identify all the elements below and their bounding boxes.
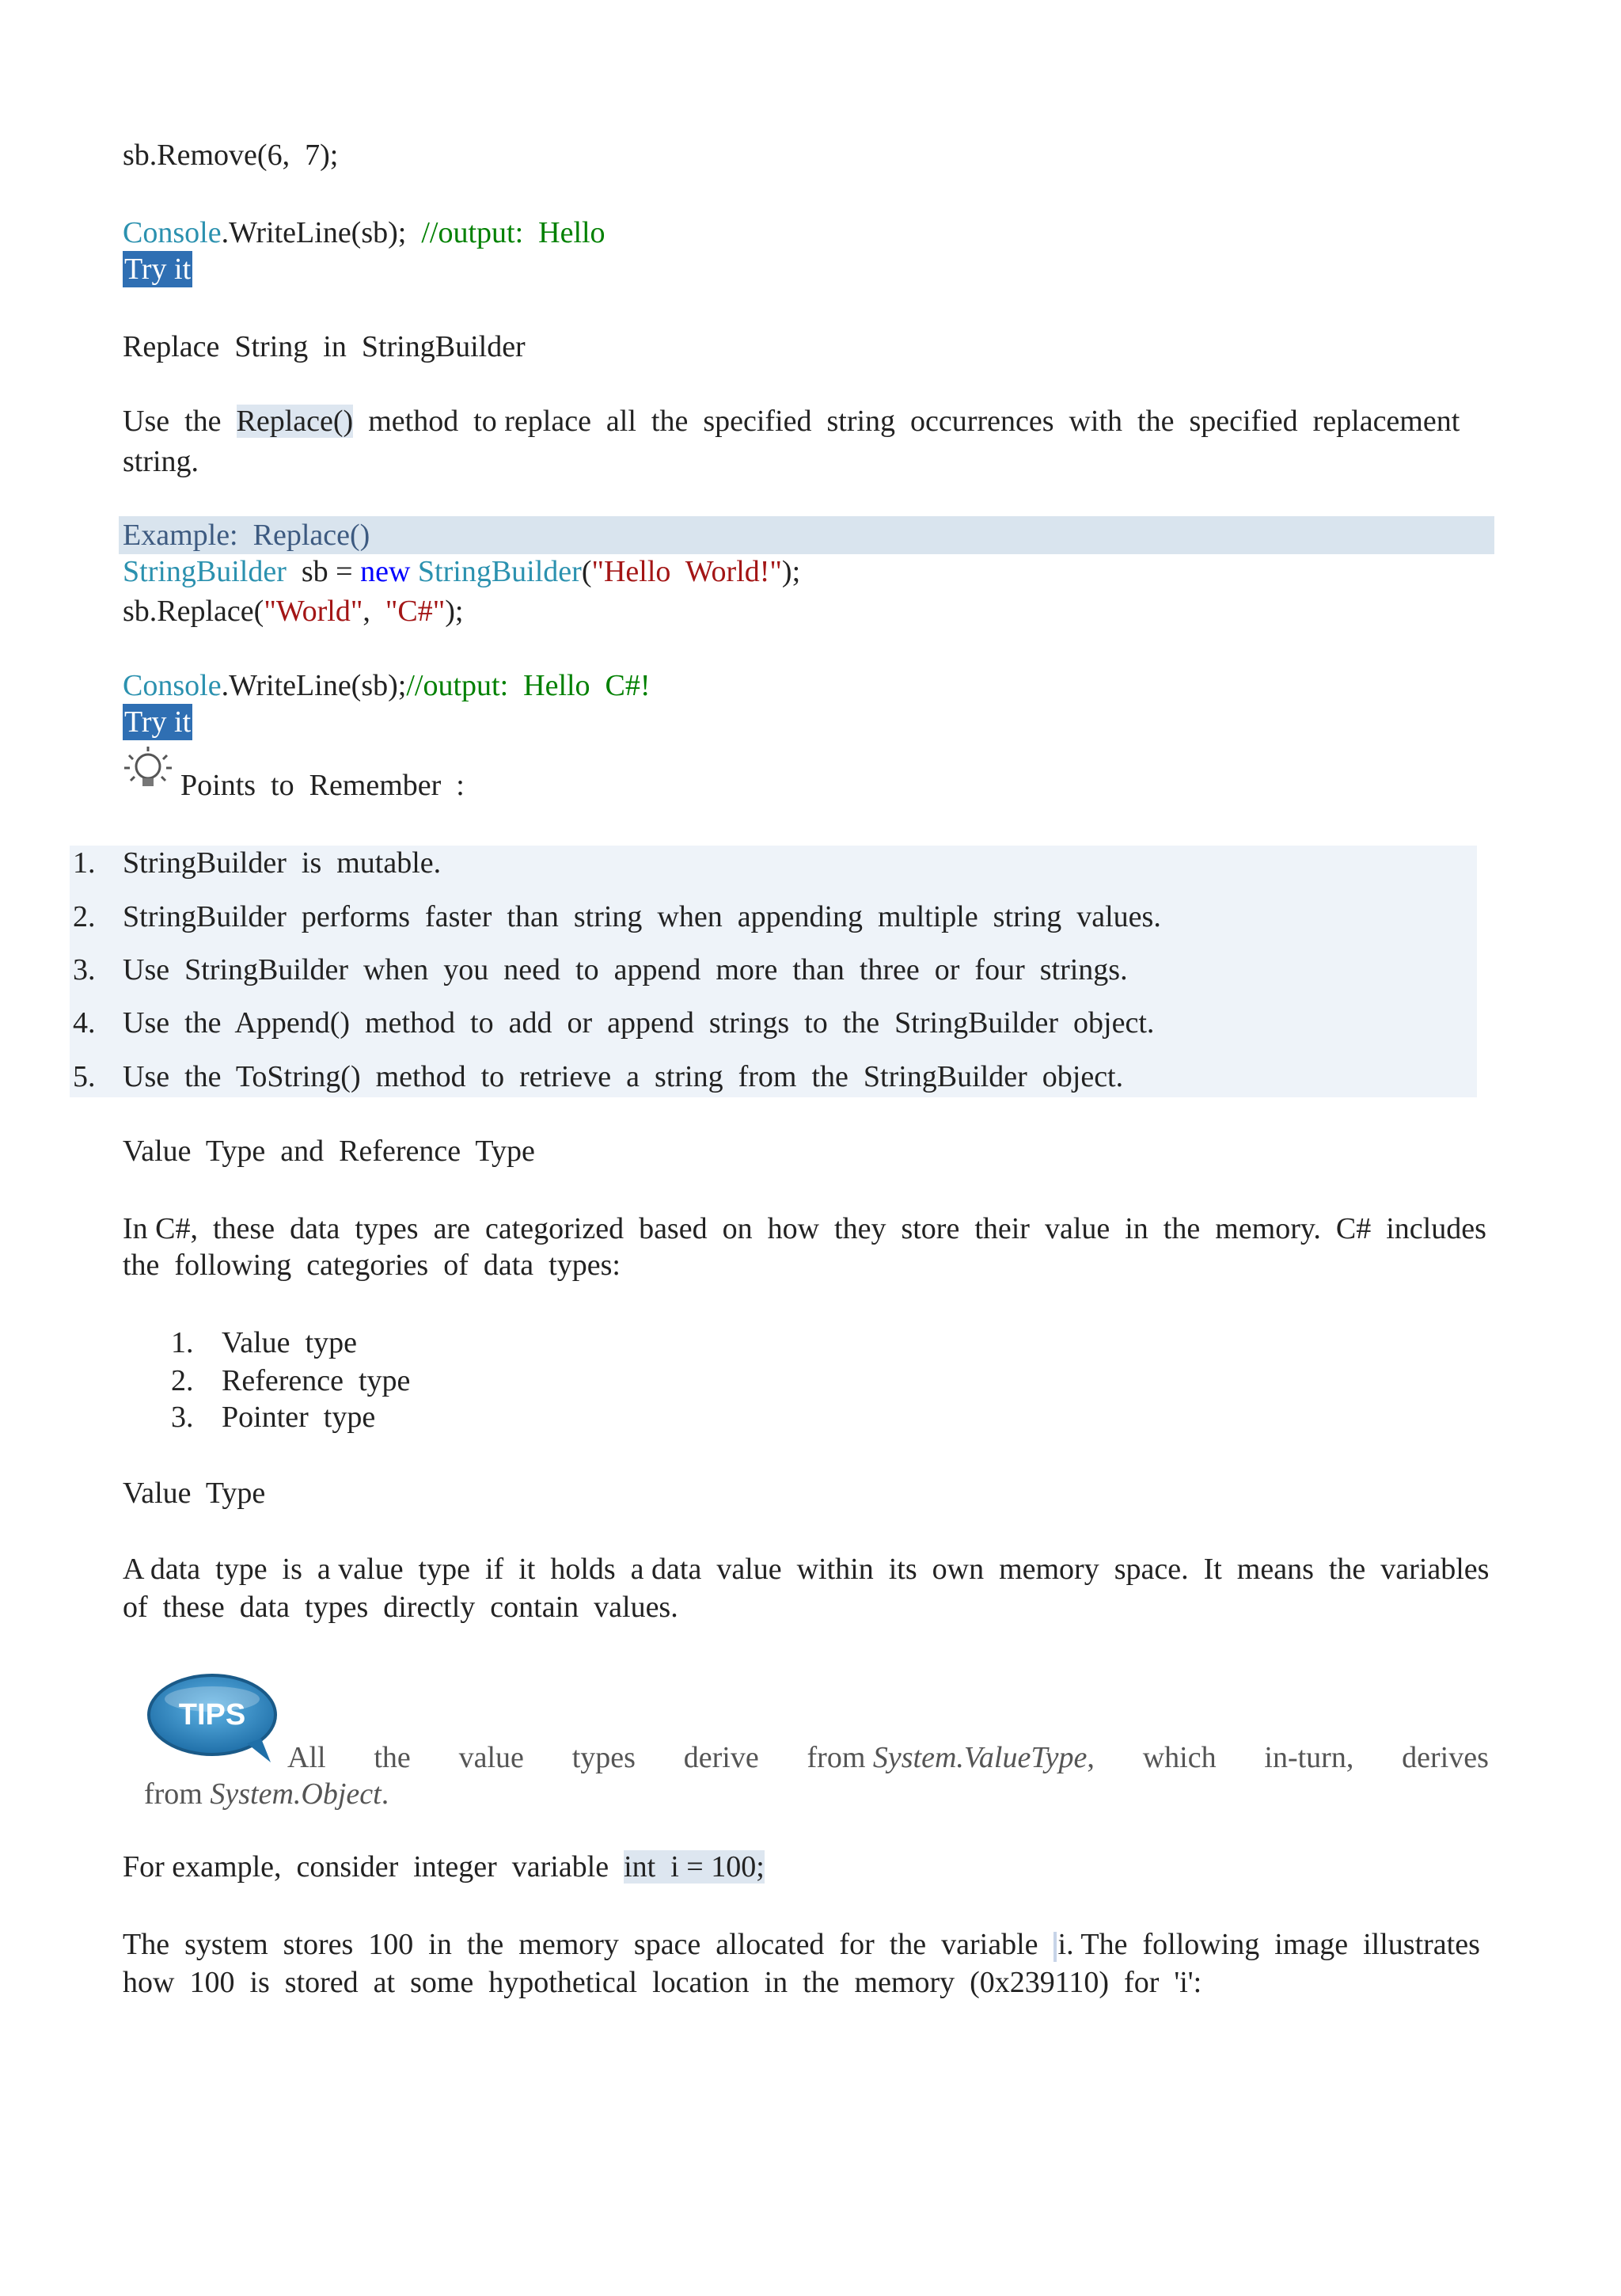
tips-badge-icon [144, 1671, 280, 1766]
tips-badge-text: TIPS [178, 1698, 246, 1732]
string-literal: "Hello World!" [591, 555, 782, 588]
system-valuetype: System.ValueType [872, 1741, 1088, 1774]
text-span: from [807, 1741, 866, 1774]
text-span: sb = [286, 555, 361, 588]
text-span: ( [581, 555, 592, 588]
writeline-call: .WriteLine(sb); [221, 216, 422, 249]
list-text: Reference type [222, 1364, 411, 1397]
console-keyword: Console [123, 669, 222, 702]
code-remove-line: sb.Remove(6, 7); [123, 139, 339, 172]
list-text: Pointer type [222, 1401, 376, 1434]
text-span: , [363, 595, 385, 628]
system-stores-line1 [123, 1925, 1480, 1963]
text-span: derive [683, 1741, 759, 1774]
list-number: 4. [73, 1006, 96, 1040]
text-span: , [1087, 1741, 1095, 1774]
text-span: in-turn, [1264, 1741, 1354, 1774]
value-ref-para-line2: the following categories of data types: [123, 1249, 621, 1282]
text-span: For example, consider integer variable [123, 1850, 624, 1884]
value-type-heading: Value Type [123, 1477, 266, 1510]
text-span: The system stores 100 in the memory space allocated for the variable [123, 1928, 1053, 1961]
output-comment: //output: Hello C#! [406, 669, 651, 702]
output-comment: //output: Hello [421, 216, 606, 249]
text-span: types [571, 1741, 636, 1774]
text-span: .WriteLine(sb); [221, 669, 407, 702]
list-number: 5. [73, 1060, 96, 1093]
text-span: i [1057, 1928, 1067, 1961]
text-span: . The following image illustrates [1066, 1928, 1480, 1961]
value-type-para-line2: of these data types directly contain values. [123, 1591, 678, 1624]
new-keyword: new [360, 555, 411, 588]
console-keyword: Console [123, 216, 222, 249]
list-number: 3. [73, 953, 96, 986]
list-text: StringBuilder is mutable. [123, 846, 442, 880]
example-code-line2 [123, 592, 463, 630]
tips-text-line1 [287, 1739, 1489, 1777]
list-number: 2. [73, 900, 96, 933]
text-span: ); [445, 595, 464, 628]
list-text: Value type [222, 1326, 357, 1359]
replace-paragraph-line1 [123, 402, 1460, 440]
text-span: All [287, 1741, 326, 1774]
list-text: Use the ToString() method to retrieve a string from the StringBuilder object. [123, 1060, 1124, 1093]
example-code-line3 [123, 667, 651, 705]
list-number: 1. [73, 846, 96, 880]
text-cursor [1053, 1932, 1057, 1962]
replace-heading: Replace String in StringBuilder [123, 330, 526, 363]
text-span: Use the [123, 405, 237, 438]
example-int-line [123, 1848, 765, 1886]
text-span: sb.Replace( [123, 595, 264, 628]
list-text: Use StringBuilder when you need to append more than three or four strings. [123, 953, 1128, 986]
code-writeline-line [123, 214, 606, 252]
text-span: value [458, 1741, 524, 1774]
text-span: . [381, 1777, 389, 1811]
text-span: the [374, 1741, 411, 1774]
list-text: StringBuilder performs faster than string when appending multiple string values. [123, 900, 1161, 933]
type-keyword: StringBuilder [123, 555, 287, 588]
int-declaration-code: int i = 100; [624, 1850, 765, 1884]
text-span: which [1142, 1741, 1217, 1774]
try-it-button[interactable]: Try it [124, 705, 192, 739]
replace-method-code: Replace() [236, 405, 354, 438]
system-object: System.Object [210, 1777, 382, 1811]
type-keyword: StringBuilder [410, 555, 582, 588]
replace-paragraph-line2: string. [123, 445, 199, 478]
list-number: 1. [171, 1326, 194, 1359]
text-span: ); [781, 555, 801, 588]
text-span: from [144, 1777, 211, 1811]
value-type-para-line1: A data type is a value type if it holds a data value within its own memory space. It means the variables [123, 1553, 1490, 1586]
tips-text-line2 [144, 1775, 389, 1813]
lightbulb-icon [121, 744, 175, 798]
value-ref-heading: Value Type and Reference Type [123, 1135, 535, 1168]
string-literal: "C#" [385, 595, 446, 628]
list-number: 3. [171, 1401, 194, 1434]
example-title: Example: Replace() [123, 519, 370, 552]
text-span: method to replace all the specified string occurrences with the specified replacement [353, 405, 1460, 438]
value-ref-para-line1: In C#, these data types are categorized based on how they store their value in the memory. C# includes [123, 1212, 1486, 1245]
string-literal: "World" [264, 595, 363, 628]
list-number: 2. [171, 1364, 194, 1397]
list-text: Use the Append() method to add or append strings to the StringBuilder object. [123, 1006, 1155, 1040]
points-heading: Points to Remember : [180, 769, 465, 802]
system-stores-line2: how 100 is stored at some hypothetical location in the memory (0x239110) for 'i': [123, 1966, 1202, 1999]
example-code-line1 [123, 553, 800, 591]
text-span: derives [1402, 1741, 1489, 1774]
try-it-button[interactable]: Try it [124, 253, 192, 286]
